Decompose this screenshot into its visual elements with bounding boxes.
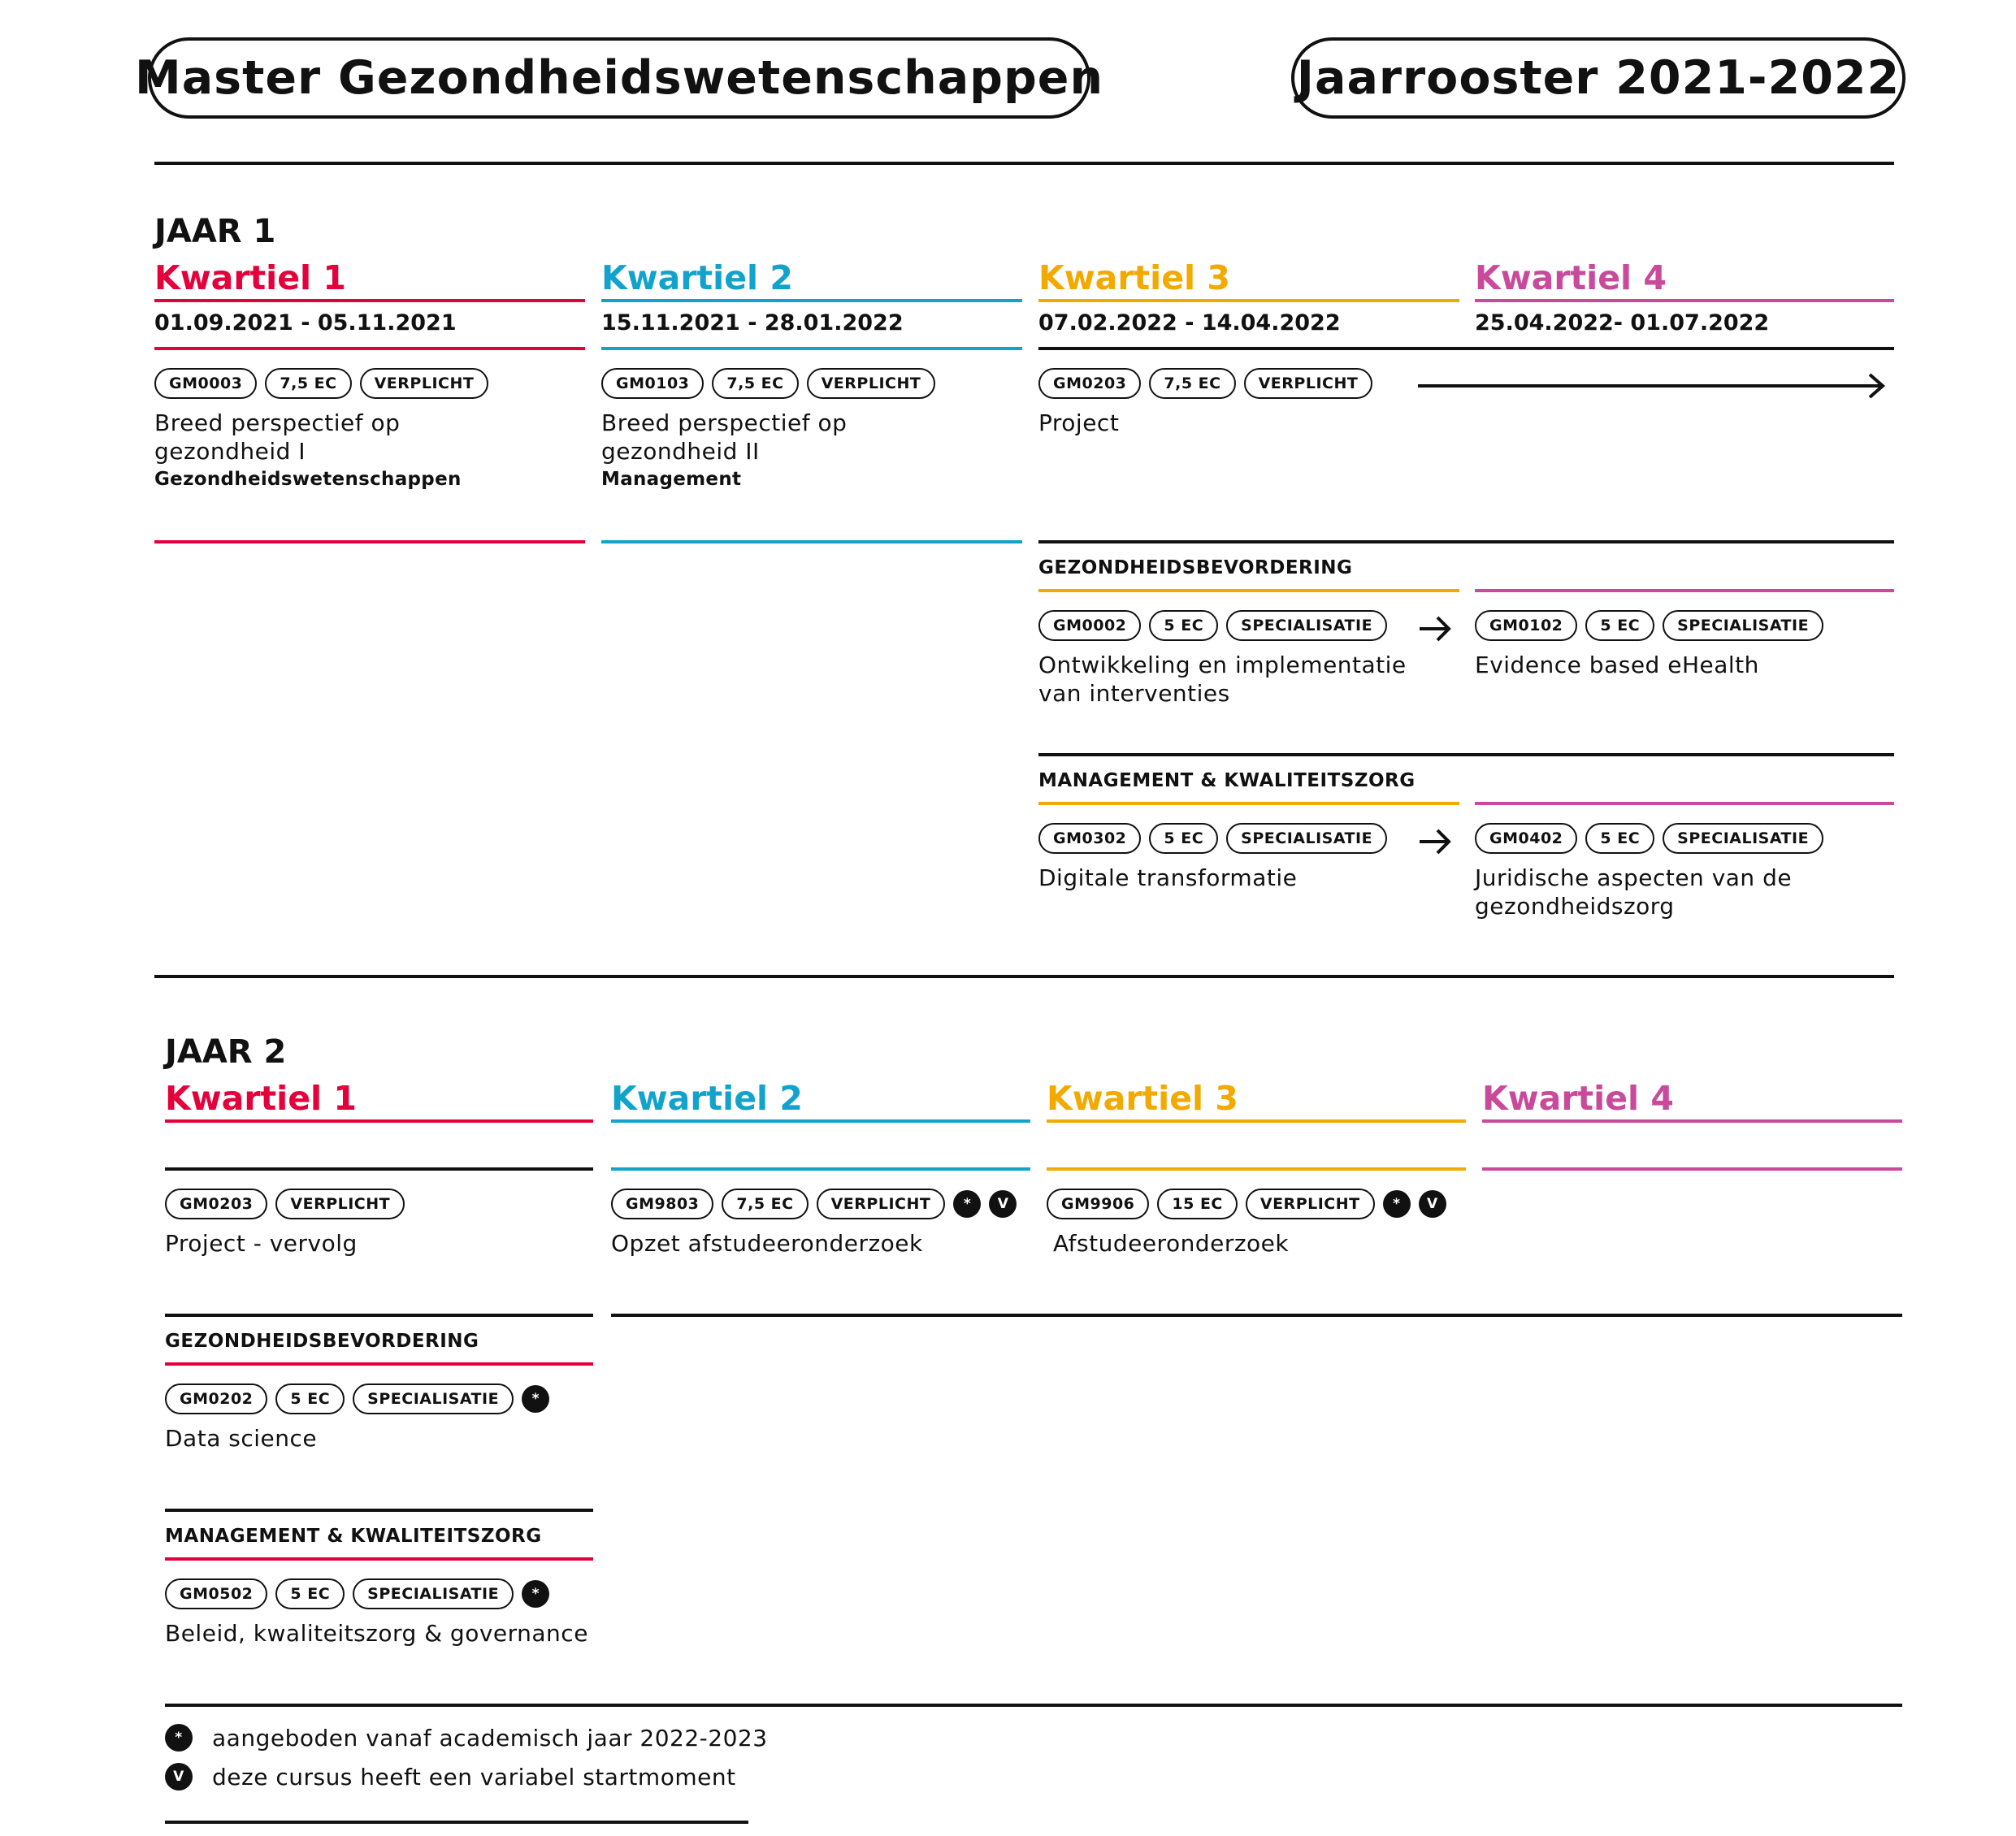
course-title [1475,651,1823,679]
asterisk-icon: * [522,1385,549,1413]
year1-q2-underline [601,299,1022,302]
year1-spec2-first-course [1038,823,1387,892]
course-tags [165,1383,549,1414]
year2-q2-underline [611,1119,1030,1123]
legend-bottom-rule [165,1821,748,1824]
course-code-badge: GM0203 [165,1189,267,1219]
type-badge: VERPLICHT [817,1189,946,1219]
year1-spec1-first-course [1038,610,1407,708]
course-title-line: gezondheid II [601,438,760,465]
course-tags [1475,823,1823,854]
type-badge: SPECIALISATIE [1226,610,1387,641]
year1-spec1-q3-rule [1038,589,1459,592]
year2-label: JAAR 2 [165,1033,287,1071]
asterisk-icon: * [1383,1190,1411,1218]
year2-q4-rule [1482,1167,1902,1171]
course-title: Afstudeeronderzoek [1053,1230,1290,1257]
schedule-title-text: Jaarrooster 2021-2022 [1296,51,1901,105]
course-title-line: Juridische aspecten van de [1475,864,1793,891]
year2-q3-course [1047,1189,1446,1258]
ec-badge: 5 EC [1149,610,1218,641]
year1-q2-date-rule [601,347,1022,350]
year1-spec2-heading: MANAGEMENT & KWALITEITSZORG [1038,770,1416,791]
year1-spec1-second-course [1475,610,1823,679]
ec-badge: 7,5 EC [1149,368,1235,399]
year1-spec1-q4-rule [1475,589,1894,592]
course-code-badge: GM0202 [165,1383,267,1414]
variable-start-icon: V [1419,1190,1446,1218]
year1-q4-dates: 25.04.2022- 01.07.2022 [1475,310,1770,336]
year2-q2-course [611,1189,1017,1258]
course-title: Data science [165,1425,318,1452]
asterisk-icon: * [522,1580,549,1608]
year2-q2-rule [611,1167,1030,1171]
type-badge: SPECIALISATIE [1226,823,1387,854]
course-title: Project - vervolg [165,1230,358,1257]
year2-spec2-top-rule [165,1509,593,1512]
variable-start-icon: V [165,1763,193,1791]
legend-item [165,1724,768,1752]
year2-spec1-rule [165,1362,593,1366]
ec-badge: 5 EC [1149,823,1218,854]
arrow-right-icon [1418,613,1454,645]
long-arrow-right-icon [1418,370,1897,402]
course-title [1038,651,1407,708]
year1-quarter1-heading: Kwartiel 1 [154,258,346,297]
year2-spec2-rule [165,1557,593,1561]
year1-q1-date-rule [154,347,585,350]
year2-q1-rule [165,1167,593,1171]
course-code-badge: GM0003 [154,368,257,399]
course-code-badge: GM0102 [1475,610,1577,641]
course-tags [1047,1189,1446,1219]
year1-quarter2-heading: Kwartiel 2 [601,258,793,297]
year2-quarter1-heading: Kwartiel 1 [165,1079,357,1118]
year1-q1-dates: 01.09.2021 - 05.11.2021 [154,310,457,336]
legend-item [165,1763,736,1791]
program-title [134,37,1104,119]
year2-quarter4-heading: Kwartiel 4 [1482,1079,1674,1118]
course-title-line: Breed perspectief op [601,409,848,436]
ec-badge: 7,5 EC [722,1189,808,1219]
course-code-badge: GM0502 [165,1578,267,1609]
schedule-title [1291,37,1905,119]
course-subtitle: Management [601,469,742,490]
course-tags [1038,823,1387,854]
program-title-text: Master Gezondheidswetenschappen [134,51,1104,105]
year1-q4-underline [1475,299,1894,302]
year2-quarter3-heading: Kwartiel 3 [1047,1079,1238,1118]
course-title-line: van interventies [1038,680,1230,707]
year2-spec1-heading: GEZONDHEIDSBEVORDERING [165,1331,479,1352]
course-title-line: Digitale transformatie [1038,864,1298,891]
year2-q3-rule [1047,1167,1466,1171]
type-badge: SPECIALISATIE [353,1383,514,1414]
year2-q2q4-course-rule [611,1314,1902,1317]
year1-q3-course [1038,368,1372,437]
header-divider [154,162,1894,165]
year1-q1-course [154,368,488,490]
variable-start-icon: V [989,1190,1017,1218]
asterisk-icon: * [953,1190,981,1218]
course-title-line: Ontwikkeling en implementatie [1038,652,1407,678]
type-badge: VERPLICHT [807,368,936,399]
year1-q2-dates: 15.11.2021 - 28.01.2022 [601,310,904,336]
year1-q34-course-rule [1038,540,1894,543]
ec-badge: 5 EC [1585,823,1654,854]
type-badge: VERPLICHT [1244,368,1373,399]
course-code-badge: GM0103 [601,368,704,399]
year2-spec2-heading: MANAGEMENT & KWALITEITSZORG [165,1526,542,1547]
year1-q1-course-rule [154,540,585,543]
year2-q1-underline [165,1119,593,1123]
course-title-line: Breed perspectief op [154,409,401,436]
year1-spec2-top-rule [1038,753,1894,756]
year1-quarter4-heading: Kwartiel 4 [1475,258,1667,297]
course-tags [611,1189,1017,1219]
course-tags [601,368,935,399]
year1-spec1-heading: GEZONDHEIDSBEVORDERING [1038,557,1353,578]
course-tags [1038,610,1407,641]
legend-top-rule [165,1704,1902,1707]
course-code-badge: GM0302 [1038,823,1141,854]
type-badge: SPECIALISATIE [1663,610,1823,641]
course-code-badge: GM0203 [1038,368,1141,399]
arrow-right-icon [1418,825,1454,858]
ec-badge: 5 EC [1585,610,1654,641]
course-title [1038,864,1387,892]
year-divider [154,975,1894,978]
course-title-line: gezondheid I [154,438,306,465]
year2-spec1-course [165,1383,549,1453]
type-badge: VERPLICHT [360,368,489,399]
year1-spec2-q3-rule [1038,802,1459,805]
type-badge: SPECIALISATIE [1663,823,1823,854]
year1-q2-course [601,368,935,490]
course-code-badge: GM9906 [1047,1189,1149,1219]
year2-q1-course [165,1189,405,1258]
legend-text: deze cursus heeft een variabel startmoment [212,1763,736,1791]
course-code-badge: GM0402 [1475,823,1577,854]
course-title [154,409,488,465]
year1-q34-date-rule [1038,347,1894,350]
course-title [1475,864,1823,920]
course-title: Opzet afstudeeronderzoek [611,1230,923,1257]
year1-spec2-second-course [1475,823,1823,920]
course-tags [1038,368,1372,399]
year1-label: JAAR 1 [154,213,276,250]
year1-spec2-q4-rule [1475,802,1894,805]
year2-quarter2-heading: Kwartiel 2 [611,1079,803,1118]
course-tags [165,1189,405,1219]
course-title: Beleid, kwaliteitszorg & governance [165,1620,588,1647]
course-title-line: Evidence based eHealth [1475,652,1759,678]
course-title-line: gezondheidszorg [1475,893,1675,920]
course-code-badge: GM0002 [1038,610,1141,641]
asterisk-icon: * [165,1724,193,1752]
course-tags [1475,610,1823,641]
course-title: Project [1038,409,1120,436]
type-badge: SPECIALISATIE [353,1578,514,1609]
year1-q2-course-rule [601,540,1022,543]
course-subtitle: Gezondheidswetenschappen [154,469,462,490]
year2-spec2-course [165,1578,588,1648]
year1-q3-dates: 07.02.2022 - 14.04.2022 [1038,310,1341,336]
year2-q1-course-rule [165,1314,593,1317]
ec-badge: 5 EC [275,1383,345,1414]
year2-q4-underline [1482,1119,1902,1123]
ec-badge: 5 EC [275,1578,345,1609]
year1-q3-underline [1038,299,1459,302]
legend-text: aangeboden vanaf academisch jaar 2022-2023 [212,1724,768,1752]
type-badge: VERPLICHT [275,1189,405,1219]
course-tags [165,1578,588,1609]
year2-q3-underline [1047,1119,1466,1123]
course-title [601,409,935,465]
course-code-badge: GM9803 [611,1189,713,1219]
ec-badge: 7,5 EC [265,368,351,399]
year1-quarter3-heading: Kwartiel 3 [1038,258,1230,297]
year1-q1-underline [154,299,585,302]
ec-badge: 7,5 EC [712,368,798,399]
course-tags [154,368,488,399]
ec-badge: 15 EC [1157,1189,1237,1219]
type-badge: VERPLICHT [1246,1189,1375,1219]
